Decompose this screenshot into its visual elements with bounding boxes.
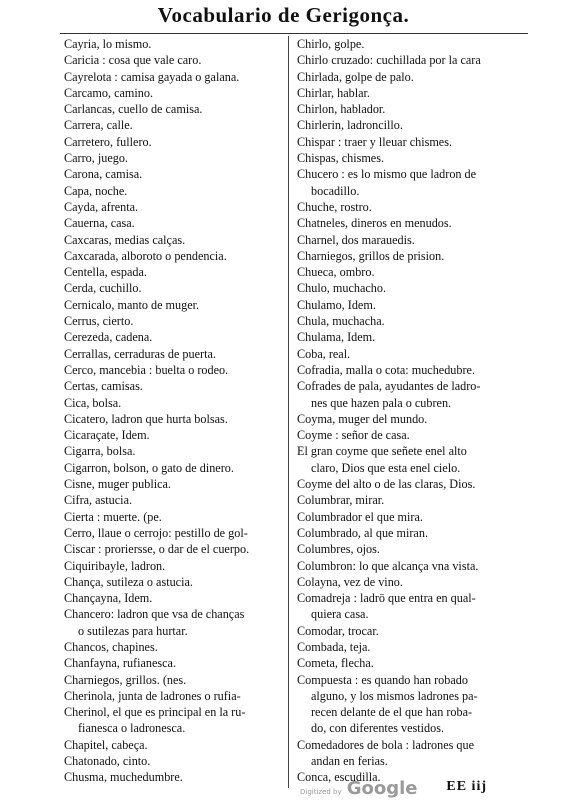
watermark-logo-text: Google <box>346 778 418 799</box>
dictionary-entry: Charniegos, grillos de prision. <box>297 248 445 263</box>
dictionary-entry: Chispar : traer y lleuar chismes. <box>297 134 453 149</box>
dictionary-entry: Chançayna, Idem. <box>64 591 153 606</box>
dictionary-entry: Chuche, rostro. <box>297 199 372 214</box>
dictionary-entry: Cierta : muerte. (pe. <box>64 509 162 524</box>
dictionary-entry: Columbrado, al que miran. <box>297 525 428 540</box>
left-column <box>64 36 286 786</box>
dictionary-entry: quiera casa. <box>311 607 369 622</box>
dictionary-entry: Cerda, cuchillo. <box>64 281 142 296</box>
dictionary-entry: Chucero : es lo mismo que ladron de <box>297 167 477 182</box>
dictionary-entry: Chirlada, golpe de palo. <box>297 69 414 84</box>
dictionary-entry: Conca, escudilla. <box>297 770 381 785</box>
dictionary-entry: Chula, muchacha. <box>297 314 385 329</box>
dictionary-entry: Chirlo cruzado: cuchillada por la cara <box>297 53 481 68</box>
dictionary-entry: Comedadores de bola : ladrones que <box>297 737 475 752</box>
dictionary-entry: Caxcarada, alboroto o pendencia. <box>64 248 227 263</box>
dictionary-entry: Cayda, afrenta. <box>64 199 139 214</box>
dictionary-entry: Cerrallas, cerraduras de puerta. <box>64 346 216 361</box>
dictionary-entry: Cerezeda, cadena. <box>64 330 153 345</box>
dictionary-entry: Chulo, muchacho. <box>297 281 387 296</box>
dictionary-entry: Ciscar : proriersse, o dar de el cuerpo. <box>64 542 250 557</box>
dictionary-entry: Coyma, muger del mundo. <box>297 411 428 426</box>
signature-mark: EE iij <box>446 779 487 794</box>
dictionary-entry: Comodar, trocar. <box>297 623 379 638</box>
dictionary-entry: Carretero, fullero. <box>64 134 152 149</box>
dictionary-entry: Columbrador el que mira. <box>297 509 423 524</box>
dictionary-entry: El gran coyme que señete enel alto <box>297 444 467 459</box>
dictionary-entry: Caxcaras, medias calças. <box>64 232 186 247</box>
dictionary-entry: do, con diferentes vestidos. <box>311 721 445 736</box>
dictionary-entry: Chirlon, hablador. <box>297 102 386 117</box>
dictionary-entry: Cauerna, casa. <box>64 216 135 231</box>
dictionary-entry: Chatonado, cinto. <box>64 754 151 769</box>
dictionary-entry: Chança, sutileza o astucia. <box>64 574 193 589</box>
right-column <box>297 36 519 786</box>
dictionary-entry: Cofradia, malla o cota: muchedubre. <box>297 362 476 377</box>
watermark-small-text: Digitized by <box>300 788 342 796</box>
dictionary-entry: Cerro, llaue o cerrojo: pestillo de gol- <box>64 525 248 540</box>
dictionary-entry: Coba, real. <box>297 346 351 361</box>
dictionary-entry: Carrera, calle. <box>64 118 133 133</box>
dictionary-entry: Chancero: ladron que vsa de chanças <box>64 607 245 622</box>
dictionary-entry: Charnel, dos marauedis. <box>297 232 415 247</box>
dictionary-entry: Columbrar, mirar. <box>297 493 385 508</box>
dictionary-entry: Coyme del alto o de las claras, Dios. <box>297 477 476 492</box>
dictionary-entry: claro, Dios que esta enel cielo. <box>311 460 461 475</box>
dictionary-entry: Chusma, muchedumbre. <box>64 770 183 785</box>
dictionary-entry: Cayrelota : camisa gayada o galana. <box>64 69 240 84</box>
dictionary-entry: bocadillo. <box>311 183 360 198</box>
dictionary-entry: Columbres, ojos. <box>297 542 380 557</box>
dictionary-entry: Colayna, vez de vino. <box>297 574 403 589</box>
dictionary-entry: Charniegos, grillos. (nes. <box>64 672 187 687</box>
dictionary-entry: Cayria, lo mismo. <box>64 37 152 51</box>
page-title: Vocabulario de Gerigonça. <box>157 3 410 27</box>
dictionary-entry: Capa, noche. <box>64 183 128 198</box>
dictionary-entry: Chispas, chismes. <box>297 151 385 166</box>
dictionary-entry: Cofrades de pala, ayudantes de ladro- <box>297 379 481 394</box>
dictionary-entry: Chueca, ombro. <box>297 265 375 280</box>
dictionary-entry: Cica, bolsa. <box>64 395 122 410</box>
dictionary-entry: andan en ferias. <box>311 754 388 769</box>
dictionary-entry: Cherinola, junta de ladrones o rufia- <box>64 688 241 703</box>
dictionary-entry: Cometa, flecha. <box>297 656 374 671</box>
dictionary-entry: Comadreja : ladrō que entra en qual- <box>297 591 476 606</box>
dictionary-entry: Certas, camisas. <box>64 379 143 394</box>
dictionary-entry: Caricia : cosa que vale caro. <box>64 53 202 68</box>
dictionary-entry: o sutilezas para hurtar. <box>78 623 188 638</box>
dictionary-entry: Cherinol, el que es principal en la ru- <box>64 705 246 720</box>
dictionary-entry: Cisne, muger publica. <box>64 477 171 492</box>
dictionary-entry: Carcamo, camino. <box>64 85 154 100</box>
digitized-watermark <box>300 778 418 799</box>
dictionary-entry: Centella, espada. <box>64 265 147 280</box>
dictionary-entry: Chapitel, cabeça. <box>64 737 148 752</box>
dictionary-entry: Chancos, chapines. <box>64 639 158 654</box>
dictionary-entry: recen delante de el que han roba- <box>311 705 473 720</box>
dictionary-entry: Chanfayna, rufianesca. <box>64 656 177 671</box>
dictionary-entry: Carona, camisa. <box>64 167 143 182</box>
dictionary-entry: Combada, teja. <box>297 639 371 654</box>
dictionary-entry: Cerco, mancebia : buelta o rodeo. <box>64 362 229 377</box>
column-divider <box>288 36 289 788</box>
dictionary-entry: fianesca o ladronesca. <box>78 721 186 736</box>
dictionary-entry: Ciquiribayle, ladron. <box>64 558 166 573</box>
dictionary-entry: Cernicalo, manto de muger. <box>64 297 200 312</box>
dictionary-entry: Chirlar, hablar. <box>297 85 370 100</box>
dictionary-entry: Compuesta : es quando han robado <box>297 672 468 687</box>
dictionary-entry: Chirlerin, ladroncillo. <box>297 118 403 133</box>
dictionary-entry: Coyme : señor de casa. <box>297 428 410 443</box>
dictionary-entry: Cigarron, bolson, o gato de dinero. <box>64 460 234 475</box>
dictionary-entry: Cerrus, cierto. <box>64 314 134 329</box>
dictionary-entry: Columbron: lo que alcança vna vista. <box>297 558 479 573</box>
dictionary-entry: Cifra, astucia. <box>64 493 133 508</box>
dictionary-entry: Chulama, Idem. <box>297 330 376 345</box>
dictionary-entry: Chatneles, dineros en menudos. <box>297 216 452 231</box>
dictionary-entry: Cicaraçate, Idem. <box>64 428 150 443</box>
dictionary-entry: Carro, juego. <box>64 151 128 166</box>
dictionary-entry: Cicatero, ladron que hurta bolsas. <box>64 411 228 426</box>
dictionary-entry: alguno, y los mismos ladrones pa- <box>311 688 478 703</box>
dictionary-entry: Chulamo, Idem. <box>297 297 376 312</box>
dictionary-entry: nes que hazen pala o cubren. <box>311 395 452 410</box>
header-rule <box>60 33 528 34</box>
dictionary-entry: Chirlo, golpe. <box>297 37 365 51</box>
dictionary-entry: Cigarra, bolsa. <box>64 444 136 459</box>
dictionary-entry: Carlancas, cuello de camisa. <box>64 102 203 117</box>
